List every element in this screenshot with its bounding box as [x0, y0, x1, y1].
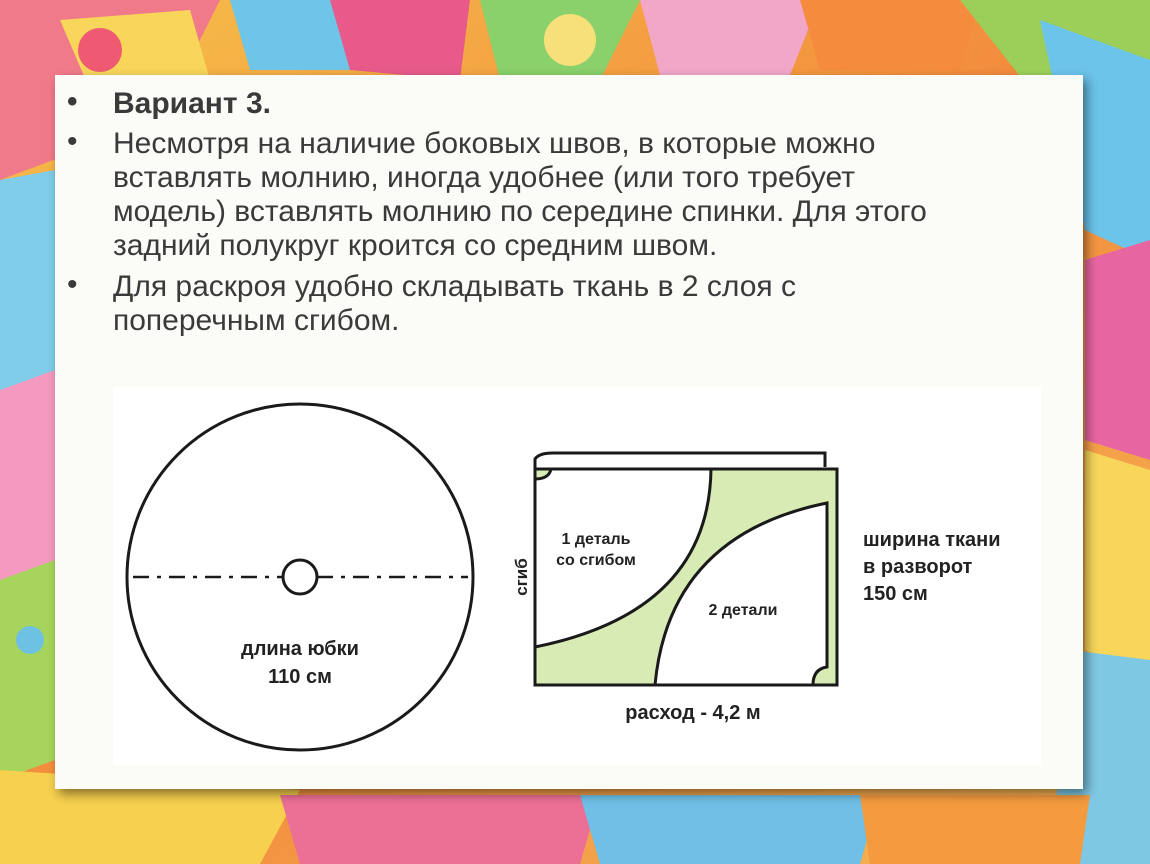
piece-1-label-2: со сгибом	[556, 552, 636, 569]
bullet-line: задний полукруг кроится со средним швом.	[113, 229, 718, 262]
piece-2-label: 2 детали	[708, 602, 778, 619]
width-label-2: в разворот	[863, 556, 973, 578]
circle-label-length: длина юбки	[241, 638, 359, 660]
width-label-1: ширина ткани	[863, 529, 1001, 551]
bullet-marker: •	[67, 125, 78, 158]
bullet-line: Вариант 3.	[113, 87, 271, 120]
bullet-marker: •	[67, 85, 78, 118]
bullet-line: поперечным сгибом.	[113, 304, 400, 337]
waist-circle	[283, 560, 317, 594]
consumption-label: расход - 4,2 м	[625, 702, 761, 724]
width-label-3: 150 см	[863, 583, 928, 605]
pattern-diagram-svg	[113, 387, 1041, 765]
bullet-line: модель) вставлять молнию по середине спинки. Для этого	[113, 195, 927, 228]
bullet-line: Для раскроя удобно складывать ткань в 2 слоя с	[113, 270, 796, 303]
fold-label: сгиб	[512, 558, 531, 596]
bullet-line: вставлять молнию, иногда удобнее (или того требует	[113, 161, 855, 194]
piece-1-label-1: 1 деталь	[561, 531, 631, 548]
bullet-item-2	[113, 127, 927, 263]
bullet-line: Несмотря на наличие боковых швов, в которые можно	[113, 127, 876, 160]
bullet-item-3	[113, 270, 796, 338]
fabric-fold-top	[535, 453, 825, 469]
circle-label-size: 110 см	[268, 666, 332, 688]
slide-panel	[55, 75, 1083, 789]
bullet-item-1	[113, 87, 271, 121]
bullet-marker: •	[67, 268, 78, 301]
pattern-diagram	[113, 387, 1041, 765]
